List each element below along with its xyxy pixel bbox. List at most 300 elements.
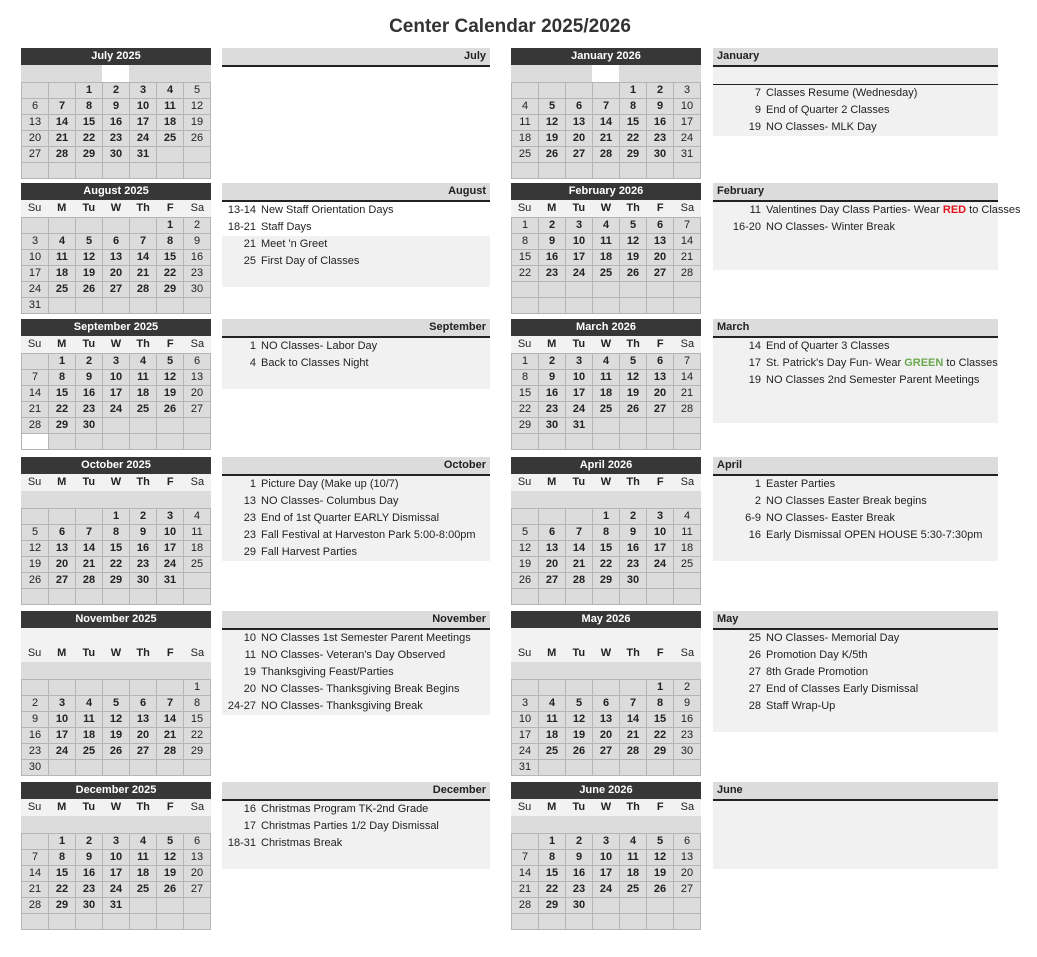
day-cell: 18: [130, 386, 157, 402]
event-date: 2: [754, 495, 761, 507]
event-item: [222, 630, 490, 647]
day-cell: 23: [539, 402, 566, 418]
week-row: [512, 298, 701, 314]
week-row: [512, 83, 701, 99]
calendar-month-title: July 2025: [21, 48, 211, 65]
day-cell: [512, 914, 539, 930]
event-item: [222, 476, 490, 493]
day-cell: 21: [593, 131, 620, 147]
events-month-title: January: [713, 48, 998, 67]
day-cell: [157, 589, 184, 605]
day-cell: [49, 163, 76, 179]
calendar-september: [21, 319, 211, 450]
day-cell: [184, 163, 211, 179]
event-date: 17: [243, 820, 256, 832]
day-cell: 21: [157, 728, 184, 744]
day-cell: 11: [76, 712, 103, 728]
event-highlight: RED: [942, 204, 967, 216]
day-cell: 17: [674, 115, 701, 131]
day-cell: [22, 834, 49, 850]
day-cell: 28: [674, 402, 701, 418]
spacer-row: [21, 662, 211, 679]
event-date: 13-14: [227, 204, 256, 216]
day-cell: 22: [593, 557, 620, 573]
day-cell: 28: [620, 744, 647, 760]
day-cell: 27: [49, 573, 76, 589]
day-cell: [566, 298, 593, 314]
calendar-grid: [21, 833, 211, 930]
event-text: NO Classes- Thanksgiving Break: [261, 700, 423, 712]
day-cell: 2: [539, 218, 566, 234]
calendar-month-title: August 2025: [21, 183, 211, 200]
day-cell: 21: [130, 266, 157, 282]
week-row: [22, 298, 211, 314]
week-row: [22, 234, 211, 250]
day-cell: 1: [539, 834, 566, 850]
day-cell: 26: [76, 282, 103, 298]
day-cell: 7: [593, 99, 620, 115]
weekday-label: M: [547, 338, 557, 350]
day-cell: 23: [22, 744, 49, 760]
event-item: [222, 664, 490, 681]
events-october: [222, 457, 490, 561]
day-cell: 24: [512, 744, 539, 760]
day-cell: 4: [49, 234, 76, 250]
day-cell: [539, 282, 566, 298]
day-cell: [157, 434, 184, 450]
event-date: 25: [243, 255, 256, 267]
event-item: [222, 202, 490, 219]
day-cell: 23: [539, 266, 566, 282]
weekday-label: W: [110, 202, 122, 214]
day-cell: 26: [512, 573, 539, 589]
weekday-label: M: [57, 202, 67, 214]
day-cell: [566, 282, 593, 298]
day-cell: 9: [539, 234, 566, 250]
day-cell: 22: [184, 728, 211, 744]
day-cell: 10: [674, 99, 701, 115]
event-item: [713, 85, 998, 102]
day-cell: 8: [76, 99, 103, 115]
day-cell: [674, 163, 701, 179]
day-cell: [620, 163, 647, 179]
day-cell: 16: [130, 541, 157, 557]
event-item: [713, 338, 998, 355]
events-list: [713, 338, 998, 423]
events-list: [222, 476, 490, 561]
week-row: [512, 402, 701, 418]
day-cell: 4: [157, 83, 184, 99]
weekday-header-row: [21, 645, 211, 662]
day-cell: 1: [157, 218, 184, 234]
day-cell: 31: [566, 418, 593, 434]
day-cell: 16: [184, 250, 211, 266]
day-cell: 4: [539, 696, 566, 712]
day-cell: 11: [593, 234, 620, 250]
day-cell: 15: [157, 250, 184, 266]
event-highlight: GREEN: [904, 357, 944, 369]
day-cell: 4: [674, 509, 701, 525]
event-date: 29: [243, 546, 256, 558]
day-cell: 10: [103, 370, 130, 386]
day-cell: 24: [593, 882, 620, 898]
day-cell: 22: [49, 882, 76, 898]
day-cell: 25: [76, 744, 103, 760]
weekday-label: M: [57, 801, 67, 813]
week-row: [22, 850, 211, 866]
day-cell: 14: [593, 115, 620, 131]
day-cell: [130, 218, 157, 234]
day-cell: 31: [130, 147, 157, 163]
calendar-month-title: September 2025: [21, 319, 211, 336]
weekday-label: M: [57, 476, 67, 488]
events-april: [713, 457, 998, 561]
day-cell: 10: [22, 250, 49, 266]
day-cell: 29: [49, 898, 76, 914]
day-cell: 7: [22, 370, 49, 386]
event-item: [222, 338, 490, 355]
day-cell: 22: [512, 402, 539, 418]
week-row: [512, 850, 701, 866]
day-cell: 5: [566, 696, 593, 712]
day-cell: 9: [76, 850, 103, 866]
weekday-header-row: [21, 336, 211, 353]
day-cell: 2: [539, 354, 566, 370]
day-cell: [22, 434, 49, 450]
day-cell: [130, 163, 157, 179]
day-cell: [566, 434, 593, 450]
day-cell: 3: [566, 218, 593, 234]
day-cell: [674, 298, 701, 314]
weekday-label: Tu: [572, 338, 586, 350]
event-date: 20: [243, 683, 256, 695]
event-item: [222, 527, 490, 544]
day-cell: 29: [512, 418, 539, 434]
event-text: St. Patrick's Day Fun- Wear GREEN to Classes: [766, 357, 998, 369]
week-row: [22, 589, 211, 605]
day-cell: [76, 914, 103, 930]
day-cell: 19: [22, 557, 49, 573]
day-cell: 23: [647, 131, 674, 147]
day-cell: [103, 163, 130, 179]
day-cell: 25: [157, 131, 184, 147]
day-cell: 3: [22, 234, 49, 250]
day-cell: [593, 83, 620, 99]
weekday-label: Tu: [82, 647, 96, 659]
day-cell: [184, 760, 211, 776]
week-row: [512, 744, 701, 760]
day-cell: [22, 163, 49, 179]
day-cell: [647, 760, 674, 776]
weekday-label: Th: [136, 338, 150, 350]
day-cell: 3: [647, 509, 674, 525]
day-cell: 28: [512, 898, 539, 914]
event-item: [713, 202, 1021, 219]
calendar-july: [21, 48, 211, 179]
day-cell: 16: [539, 250, 566, 266]
weekday-label: Sa: [680, 647, 695, 659]
week-row: [512, 680, 701, 696]
day-cell: 5: [184, 83, 211, 99]
week-row: [22, 541, 211, 557]
day-cell: 13: [647, 370, 674, 386]
day-cell: 19: [620, 386, 647, 402]
day-cell: 9: [674, 696, 701, 712]
day-cell: 23: [620, 557, 647, 573]
day-cell: 18: [593, 250, 620, 266]
day-cell: 10: [49, 712, 76, 728]
day-cell: 10: [593, 850, 620, 866]
day-cell: 8: [620, 99, 647, 115]
day-cell: 6: [647, 354, 674, 370]
event-item: [713, 476, 998, 493]
event-item: [222, 801, 490, 818]
event-text: End of Quarter 2 Classes: [766, 104, 890, 116]
day-cell: 29: [539, 898, 566, 914]
day-cell: 14: [674, 370, 701, 386]
calendar-grid: [511, 679, 701, 776]
day-cell: 24: [157, 557, 184, 573]
day-cell: 11: [620, 850, 647, 866]
week-row: [512, 696, 701, 712]
day-cell: 26: [620, 266, 647, 282]
day-cell: [674, 282, 701, 298]
event-item: [713, 630, 998, 647]
events-month-title: June: [713, 782, 998, 801]
day-cell: 2: [76, 834, 103, 850]
event-text: Classes Resume (Wednesday): [766, 87, 918, 99]
day-cell: [512, 83, 539, 99]
week-row: [512, 218, 701, 234]
event-text: Thanksgiving Feast/Parties: [261, 666, 394, 678]
day-cell: 24: [22, 282, 49, 298]
day-cell: [539, 760, 566, 776]
event-item: [222, 355, 490, 372]
day-cell: 6: [103, 234, 130, 250]
day-cell: 11: [593, 370, 620, 386]
day-cell: [130, 418, 157, 434]
day-cell: 26: [22, 573, 49, 589]
events-list: [713, 202, 1021, 270]
day-cell: 9: [566, 850, 593, 866]
day-cell: 14: [620, 712, 647, 728]
day-cell: [539, 509, 566, 525]
day-cell: 16: [76, 386, 103, 402]
day-cell: [22, 589, 49, 605]
day-cell: [620, 914, 647, 930]
day-cell: 22: [49, 402, 76, 418]
weekday-label: W: [600, 338, 612, 350]
day-cell: 13: [647, 234, 674, 250]
weekday-label: Th: [626, 476, 640, 488]
event-text: Christmas Parties 1/2 Day Dismissal: [261, 820, 439, 832]
day-cell: 18: [674, 541, 701, 557]
day-cell: 30: [674, 744, 701, 760]
day-cell: 10: [566, 370, 593, 386]
day-cell: [22, 914, 49, 930]
weekday-label: Su: [517, 202, 532, 214]
day-cell: 29: [49, 418, 76, 434]
day-cell: 5: [157, 834, 184, 850]
weekday-label: F: [166, 202, 174, 214]
day-cell: 29: [647, 744, 674, 760]
weekday-header-row: [511, 645, 701, 662]
weekday-label: Tu: [82, 338, 96, 350]
day-cell: 7: [130, 234, 157, 250]
day-cell: 15: [512, 250, 539, 266]
day-cell: 21: [674, 386, 701, 402]
day-cell: 30: [620, 573, 647, 589]
day-cell: 8: [647, 696, 674, 712]
day-cell: 30: [566, 898, 593, 914]
day-cell: [157, 147, 184, 163]
day-cell: 12: [157, 370, 184, 386]
calendar-march: [511, 319, 701, 450]
day-cell: [76, 509, 103, 525]
day-cell: 22: [76, 131, 103, 147]
day-cell: 17: [130, 115, 157, 131]
calendar-grid: [21, 508, 211, 605]
day-cell: 5: [539, 99, 566, 115]
day-cell: 24: [566, 266, 593, 282]
weekday-label: Th: [136, 202, 150, 214]
day-cell: [539, 914, 566, 930]
weekday-header-row: [21, 200, 211, 217]
day-cell: [647, 434, 674, 450]
week-row: [512, 557, 701, 573]
event-text: NO Classes- Veteran's Day Observed: [261, 649, 446, 661]
day-cell: 11: [674, 525, 701, 541]
event-text: Early Dismissal OPEN HOUSE 5:30-7:30pm: [766, 529, 983, 541]
event-text: NO Classes- Labor Day: [261, 340, 378, 352]
spacer-row: [222, 852, 490, 869]
day-cell: 28: [566, 573, 593, 589]
day-cell: 24: [49, 744, 76, 760]
day-cell: [49, 83, 76, 99]
weekday-label: Sa: [190, 647, 205, 659]
weekday-label: F: [166, 801, 174, 813]
day-cell: 5: [512, 525, 539, 541]
week-row: [22, 866, 211, 882]
day-cell: [157, 760, 184, 776]
event-date: 1: [249, 340, 256, 352]
event-date: 25: [748, 632, 761, 644]
event-date: 11: [749, 204, 761, 216]
day-cell: 23: [130, 557, 157, 573]
events-march: [713, 319, 998, 423]
calendar-grid: [21, 679, 211, 776]
day-cell: 20: [49, 557, 76, 573]
day-cell: 5: [157, 354, 184, 370]
week-row: [22, 728, 211, 744]
weekday-label: Th: [136, 647, 150, 659]
weekday-label: M: [547, 801, 557, 813]
day-cell: 13: [184, 850, 211, 866]
weekday-label: W: [110, 801, 122, 813]
event-text: Staff Wrap-Up: [766, 700, 836, 712]
day-cell: 11: [130, 850, 157, 866]
event-date: 24-27: [227, 700, 256, 712]
spacer-row: [713, 835, 998, 852]
spacer-row: [511, 491, 701, 508]
day-cell: 9: [130, 525, 157, 541]
day-cell: [130, 589, 157, 605]
day-cell: 21: [49, 131, 76, 147]
day-cell: [593, 298, 620, 314]
weekday-label: M: [547, 202, 557, 214]
day-cell: 29: [184, 744, 211, 760]
day-cell: 26: [566, 744, 593, 760]
day-cell: 22: [539, 882, 566, 898]
day-cell: 12: [103, 712, 130, 728]
day-cell: [620, 760, 647, 776]
page-title: Center Calendar 2025/2026: [389, 16, 631, 37]
event-date: 27: [748, 683, 761, 695]
day-cell: 19: [647, 866, 674, 882]
day-cell: 17: [157, 541, 184, 557]
week-row: [22, 218, 211, 234]
weekday-label: Su: [517, 338, 532, 350]
day-cell: 15: [539, 866, 566, 882]
day-cell: 9: [620, 525, 647, 541]
day-cell: 10: [103, 850, 130, 866]
calendar-month-title: November 2025: [21, 611, 211, 628]
event-item: [713, 698, 998, 715]
day-cell: 5: [620, 218, 647, 234]
calendar-month-title: May 2026: [511, 611, 701, 628]
event-text: Back to Classes Night: [261, 357, 369, 369]
event-item: [222, 510, 490, 527]
day-cell: 14: [76, 541, 103, 557]
event-item: [713, 102, 998, 119]
week-row: [22, 99, 211, 115]
day-cell: 1: [76, 83, 103, 99]
week-row: [512, 99, 701, 115]
event-date: 9: [754, 104, 761, 116]
event-text: End of Classes Early Dismissal: [766, 683, 919, 695]
day-cell: 12: [539, 115, 566, 131]
day-cell: 24: [130, 131, 157, 147]
day-cell: [620, 434, 647, 450]
day-cell: 5: [647, 834, 674, 850]
event-text: NO Classes- Thanksgiving Break Begins: [261, 683, 460, 695]
day-cell: [76, 680, 103, 696]
event-date: 16: [243, 803, 256, 815]
week-row: [22, 680, 211, 696]
spacer-row: [713, 406, 998, 423]
day-cell: 30: [539, 418, 566, 434]
day-cell: [76, 760, 103, 776]
week-row: [22, 573, 211, 589]
day-cell: 13: [130, 712, 157, 728]
day-cell: 5: [620, 354, 647, 370]
weekday-label: Tu: [82, 202, 96, 214]
week-row: [22, 418, 211, 434]
day-cell: 14: [512, 866, 539, 882]
day-cell: 28: [49, 147, 76, 163]
week-row: [512, 282, 701, 298]
day-cell: 21: [22, 882, 49, 898]
week-row: [512, 728, 701, 744]
week-row: [22, 370, 211, 386]
weekday-label: F: [656, 801, 664, 813]
event-date: 6-9: [745, 512, 761, 524]
day-cell: 4: [512, 99, 539, 115]
day-cell: 19: [566, 728, 593, 744]
day-cell: 30: [103, 147, 130, 163]
day-cell: 19: [76, 266, 103, 282]
calendar-december: [21, 782, 211, 930]
